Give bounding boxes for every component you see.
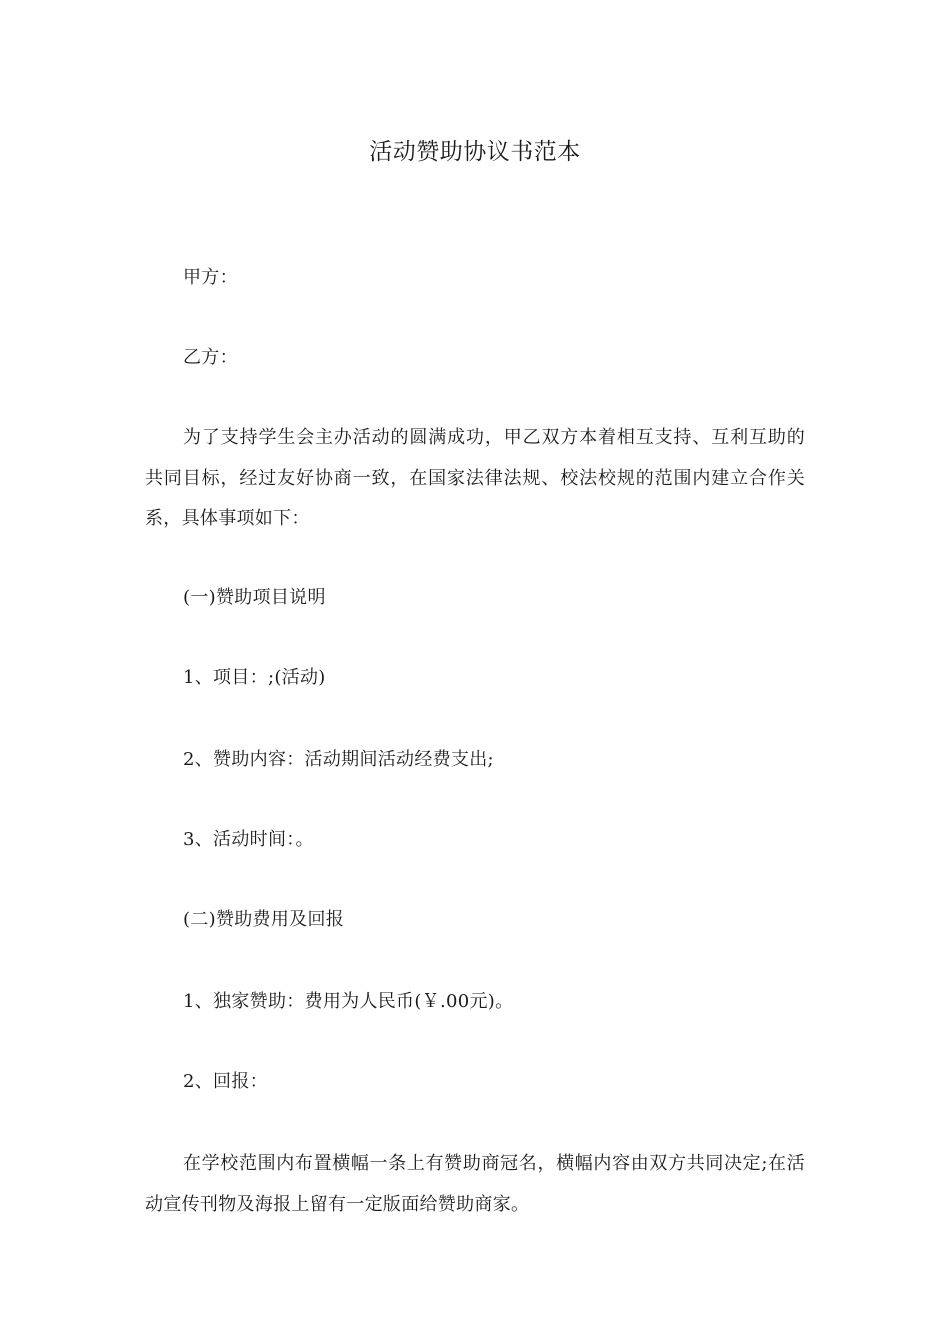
intro-paragraph: 为了支持学生会主办活动的圆满成功，甲乙双方本着相互支持、互利互助的共同目标，经过友好协商一致，在国家法律法规、校法校规的范围内建立合作关系，具体事项如下： — [145, 427, 805, 529]
fee-item-2: 2、回报： — [183, 1071, 268, 1092]
fee-item-1: 1、独家赞助：费用为人民币(￥.00元)。 — [183, 991, 514, 1012]
reward-paragraph: 在学校范围内布置横幅一条上有赞助商冠名，横幅内容由双方共同决定;在活动宣传刊物及海报上留有一定版面给赞助商家。 — [145, 1153, 805, 1215]
party-a-line: 甲方： — [183, 267, 238, 288]
party-b-line: 乙方： — [183, 347, 238, 368]
item-3: 3、活动时间：。 — [183, 829, 314, 850]
item-2: 2、赞助内容：活动期间活动经费支出; — [183, 749, 494, 770]
document-title: 活动赞助协议书范本 — [369, 139, 581, 165]
section2-heading: (二)赞助费用及回报 — [183, 909, 345, 930]
section1-heading: (一)赞助项目说明 — [183, 587, 326, 608]
item-1: 1、项目：;(活动) — [183, 667, 326, 688]
